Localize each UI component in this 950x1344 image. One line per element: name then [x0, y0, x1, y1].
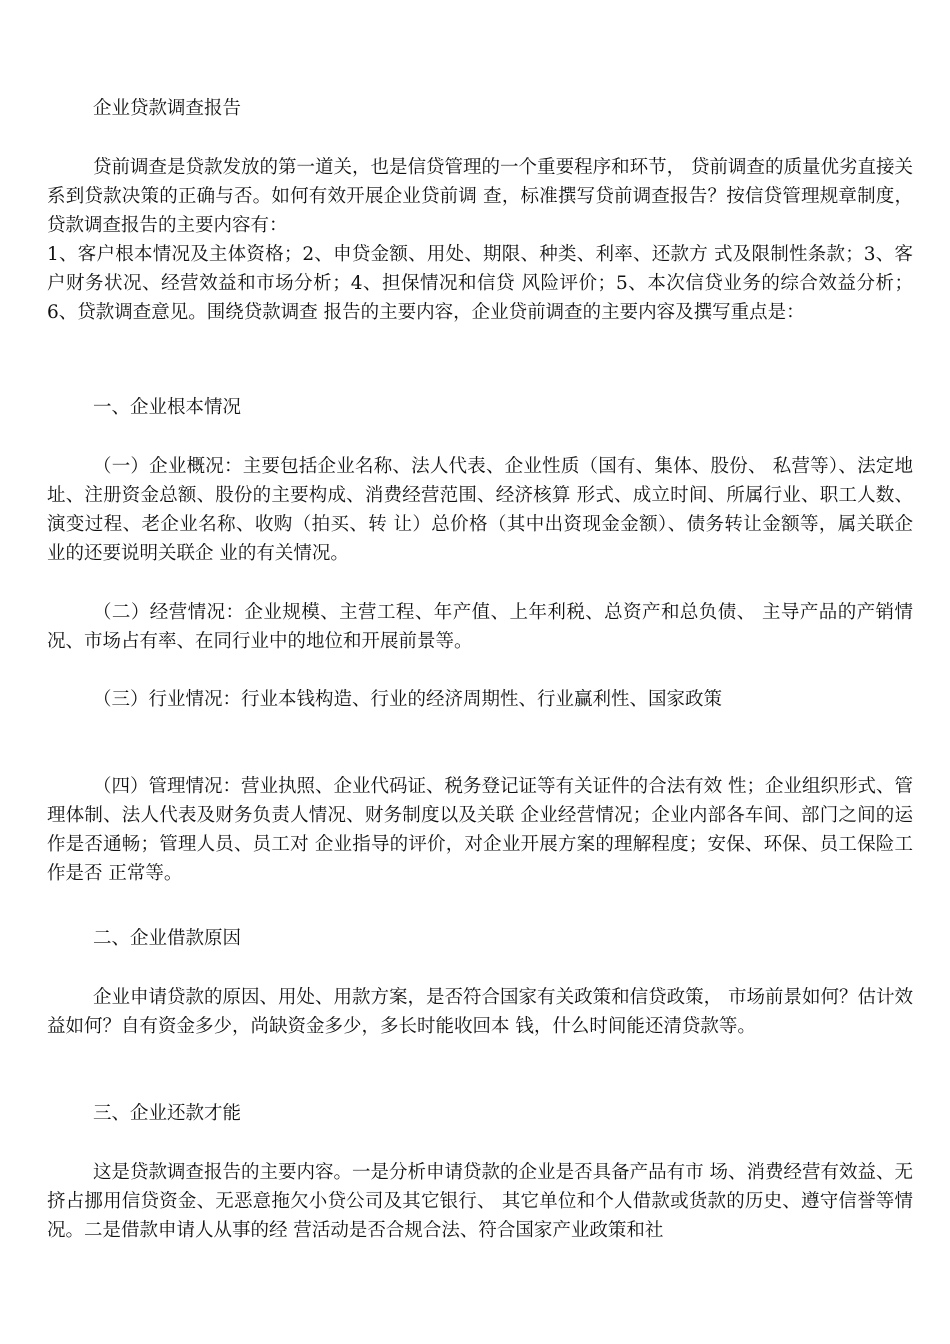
section-heading-1: 一、企业根本情况: [93, 397, 242, 418]
section1-paragraph-2: （二）经营情况：企业规模、主营工程、年产值、上年利税、总资产和总负债、 主导产品的产销情况、市场占有率、在同行业中的地位和开展前景等。: [47, 602, 913, 652]
section1-paragraph-4: （四）管理情况：营业执照、企业代码证、税务登记证等有关证件的合法有效 性；企业组织形式、管理体制、法人代表及财务负责人情况、财务制度以及关联 企业经营情况；企业内部各车间、部门之间的运作是否通畅；管理人员、员工对 企业指导的评价，对企业开展方案的理解程度；安保、环保、员工保险工作是否 正常等。: [47, 776, 913, 884]
section2-paragraph-1: 企业申请贷款的原因、用处、用款方案，是否符合国家有关政策和信贷政策， 市场前景如何？估计效益如何？自有资金多少，尚缺资金多少，多长时能收回本 钱，什么时间能还清贷款等。: [47, 987, 913, 1037]
section3-paragraph-1: 这是贷款调查报告的主要内容。一是分析申请贷款的企业是否具备产品有市 场、消费经营有效益、无挤占挪用信贷资金、无恶意拖欠小贷公司及其它银行、 其它单位和个人借款或货款的历史、遵守信誉等情况。二是借款申请人从事的经 营活动是否合规合法、符合国家产业政策和社: [47, 1162, 913, 1241]
intro-paragraph: 贷前调查是贷款发放的第一道关，也是信贷管理的一个重要程序和环节， 贷前调查的质量优劣直接关系到贷款决策的正确与否。如何有效开展企业贷前调 查，标准撰写贷前调查报告？按信贷管理规章制度，贷款调查报告的主要内容有：: [47, 157, 913, 236]
section1-paragraph-3: （三）行业情况：行业本钱构造、行业的经济周期性、行业赢利性、国家政策: [93, 689, 723, 710]
section-heading-3: 三、企业还款才能: [93, 1103, 242, 1124]
contents-list-paragraph: 1、客户根本情况及主体资格；2、申贷金额、用处、期限、种类、利率、还款方 式及限制性条款；3、客户财务状况、经营效益和市场分析；4、担保情况和信贷 风险评价；5、本次信贷业务的综合效益分析；6、贷款调查意见。围绕贷款调查 报告的主要内容，企业贷前调查的主要内容及撰写重点是：: [47, 244, 913, 323]
section1-paragraph-1: （一）企业概况：主要包括企业名称、法人代表、企业性质（国有、集体、股份、 私营等）、法定地址、注册资金总额、股份的主要构成、消费经营范围、经济核算 形式、成立时间、所属行业、职工人数、演变过程、老企业名称、收购（拍买、转 让）总价格（其中出资现金金额）、债务转让金额等，属关联企业的还要说明关联企 业的有关情况。: [47, 456, 913, 564]
section-heading-2: 二、企业借款原因: [93, 928, 242, 949]
document-title: 企业贷款调查报告: [93, 98, 242, 119]
